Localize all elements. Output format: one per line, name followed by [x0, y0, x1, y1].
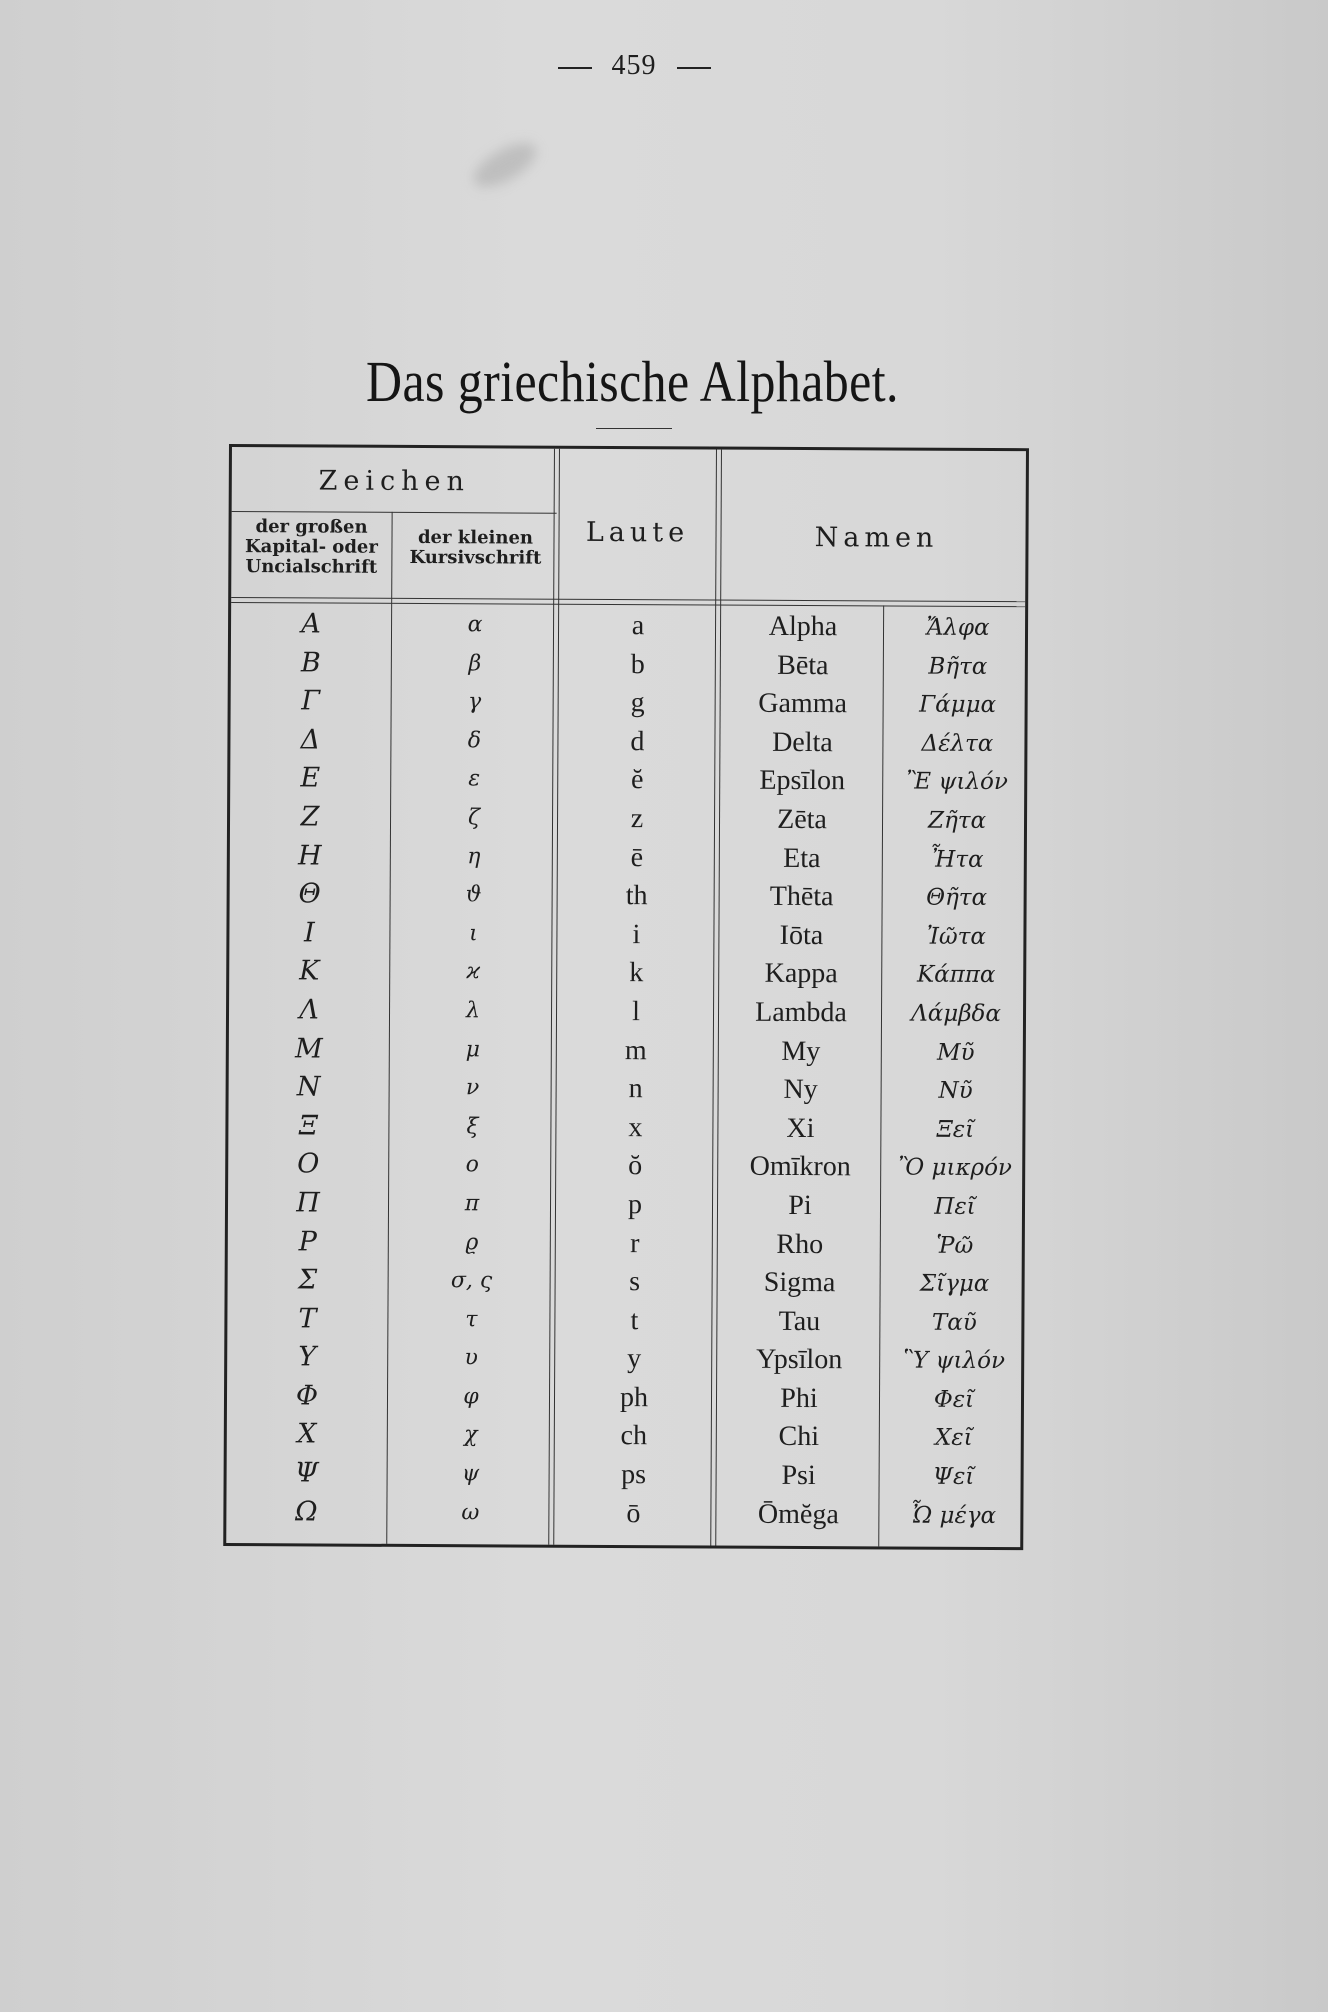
table-row	[228, 1223, 1022, 1266]
table-header	[231, 447, 1026, 605]
latin-name-cell: Epsīlon	[759, 765, 846, 797]
sound-cell: k	[629, 957, 644, 989]
table-row	[227, 1454, 1021, 1497]
table-row	[229, 914, 1023, 957]
table-row	[227, 1338, 1021, 1381]
latin-name-cell: Kappa	[764, 958, 838, 990]
latin-name-cell: Delta	[772, 726, 833, 758]
greek-name-cell: Θῆτα	[926, 884, 988, 912]
greek-name-cell: Ἒ ψιλόν	[906, 768, 1008, 796]
table-row	[230, 875, 1024, 918]
capital-letter-cell: Ε	[300, 762, 321, 794]
header-minuscule-line1: der kleinen	[417, 526, 534, 549]
minuscule-letter-cell: η	[467, 843, 481, 869]
minuscule-letter-cell: χ	[464, 1422, 478, 1448]
table-row	[227, 1300, 1021, 1343]
sound-cell: m	[624, 1034, 647, 1066]
table-row	[229, 1030, 1023, 1073]
sound-cell: ch	[620, 1420, 648, 1452]
capital-letter-cell: Ξ	[298, 1110, 319, 1142]
greek-name-cell: Ῥῶ	[936, 1232, 974, 1259]
table-row	[227, 1377, 1021, 1420]
capital-letter-cell: Α	[301, 608, 321, 640]
latin-name-cell: Rho	[776, 1228, 824, 1260]
sound-cell: z	[630, 803, 644, 835]
table-row	[230, 721, 1024, 764]
minuscule-letter-cell: β	[468, 650, 482, 676]
sound-cell: ĕ	[630, 764, 644, 796]
latin-name-cell: Thēta	[769, 880, 834, 913]
sound-cell: y	[627, 1343, 642, 1375]
capital-letter-cell: Β	[300, 646, 321, 679]
greek-name-cell: Χεῖ	[934, 1425, 973, 1452]
minuscule-letter-cell: ε	[468, 766, 481, 792]
minuscule-letter-cell: σ, ς	[450, 1268, 493, 1294]
latin-name-cell: Bēta	[777, 649, 829, 681]
greek-name-cell: Φεῖ	[933, 1386, 975, 1413]
sound-cell: a	[631, 610, 645, 642]
capital-letter-cell: Υ	[298, 1341, 317, 1373]
table-row	[227, 1415, 1021, 1458]
greek-name-cell: Ἰῶτα	[926, 923, 986, 950]
page-number	[0, 50, 1268, 82]
sound-cell: ph	[619, 1381, 649, 1414]
capital-letter-cell: Ο	[297, 1148, 320, 1180]
sound-cell: s	[629, 1266, 641, 1298]
page-number-dash-right	[677, 67, 711, 69]
page-number-dash-left	[558, 67, 592, 69]
latin-name-cell: Pi	[788, 1189, 812, 1221]
greek-name-cell: Ψεῖ	[932, 1463, 975, 1490]
title-rule	[596, 428, 672, 429]
latin-name-cell: Ōmĕga	[757, 1498, 839, 1530]
sound-cell: g	[630, 687, 645, 719]
sound-cell: ē	[630, 841, 644, 873]
table-row	[229, 952, 1023, 995]
minuscule-letter-cell: ι	[469, 921, 478, 947]
capital-letter-cell: Τ	[298, 1303, 317, 1335]
minuscule-letter-cell: γ	[468, 689, 482, 715]
latin-name-cell: Ypsīlon	[756, 1344, 843, 1376]
minuscule-letter-cell: ϱ	[465, 1229, 479, 1255]
minuscule-letter-cell: ο	[465, 1152, 479, 1178]
minuscule-letter-cell: ξ	[466, 1113, 479, 1140]
capital-letter-cell: Ζ	[300, 801, 320, 833]
greek-name-cell: Βῆτα	[928, 653, 988, 680]
latin-name-cell: Xi	[786, 1112, 815, 1144]
header-minuscule-line2: Kursivschrift	[409, 546, 542, 569]
latin-name-cell: Alpha	[768, 610, 838, 643]
latin-name-cell: Eta	[783, 842, 821, 874]
minuscule-letter-cell: ν	[465, 1075, 480, 1101]
table-row	[226, 1493, 1020, 1536]
minuscule-letter-cell: ψ	[461, 1461, 480, 1487]
sound-cell: n	[628, 1073, 643, 1105]
capital-letter-cell: Κ	[299, 955, 320, 987]
greek-name-cell: Ἦτα	[930, 846, 984, 873]
capital-letter-cell: Ψ	[294, 1457, 319, 1489]
minuscule-letter-cell: α	[467, 612, 483, 638]
latin-name-cell: Psi	[781, 1459, 816, 1492]
table-row	[230, 798, 1024, 841]
sound-cell: x	[628, 1111, 643, 1143]
minuscule-letter-cell: ϰ	[466, 959, 481, 985]
sound-cell: ps	[621, 1459, 647, 1491]
page-number-text: 459	[611, 50, 657, 81]
latin-name-cell: Gamma	[758, 687, 848, 720]
sound-cell: b	[630, 648, 645, 680]
table-row	[231, 644, 1025, 687]
sound-cell: ō	[626, 1497, 641, 1529]
header-capital	[231, 517, 391, 578]
sound-cell: r	[630, 1227, 640, 1259]
latin-name-cell: My	[781, 1035, 821, 1067]
greek-name-cell: Κάππα	[916, 961, 996, 989]
capital-letter-cell: Π	[296, 1187, 320, 1219]
capital-letter-cell: Μ	[294, 1032, 323, 1065]
sound-cell: d	[630, 725, 645, 757]
greek-name-cell: Ἄλφα	[926, 614, 990, 641]
header-capital-line3: Uncialschrift	[245, 556, 378, 578]
header-zeichen-rule	[232, 511, 557, 514]
capital-letter-cell: Γ	[301, 685, 321, 717]
table-row	[229, 1068, 1023, 1111]
minuscule-letter-cell: ζ	[468, 805, 481, 831]
latin-name-cell: Chi	[778, 1421, 820, 1453]
capital-letter-cell: Σ	[297, 1264, 318, 1296]
minuscule-letter-cell: δ	[467, 728, 482, 754]
page-smudge	[467, 135, 543, 196]
latin-name-cell: Omīkron	[749, 1151, 851, 1183]
greek-name-cell: Ὦ μέγα	[910, 1502, 997, 1529]
minuscule-letter-cell: τ	[465, 1306, 478, 1333]
minuscule-letter-cell: π	[464, 1191, 480, 1217]
sound-cell: i	[632, 918, 641, 950]
minuscule-letter-cell: λ	[465, 998, 481, 1024]
latin-name-cell: Zēta	[777, 803, 827, 836]
greek-name-cell: Ὓ ψιλόν	[903, 1347, 1006, 1375]
header-laute: Laute	[585, 516, 690, 549]
sound-cell: p	[627, 1189, 643, 1221]
table-row	[228, 1107, 1022, 1150]
minuscule-letter-cell: ϑ	[465, 882, 482, 908]
header-minuscule	[393, 528, 557, 569]
capital-letter-cell: Ω	[295, 1496, 318, 1528]
sound-cell: l	[632, 996, 641, 1028]
greek-name-cell: Γάμμα	[919, 691, 997, 719]
capital-letter-cell: Φ	[295, 1380, 319, 1412]
latin-name-cell: Lambda	[755, 996, 847, 1029]
sound-cell: th	[625, 880, 648, 912]
capital-letter-cell: Ι	[304, 917, 315, 949]
greek-alphabet-table	[223, 444, 1029, 1550]
capital-letter-cell: Η	[297, 839, 322, 872]
greek-name-cell: Μῦ	[936, 1039, 975, 1066]
greek-name-cell: Νῦ	[938, 1077, 973, 1105]
table-row	[231, 605, 1025, 648]
latin-name-cell: Tau	[778, 1305, 821, 1337]
greek-name-cell: Ξεῖ	[936, 1116, 975, 1143]
capital-letter-cell: Δ	[300, 724, 321, 756]
page-title: Das griechische Alphabet.	[366, 349, 899, 414]
table-row	[231, 682, 1025, 725]
header-namen: Namen	[814, 522, 939, 554]
table-body	[226, 605, 1025, 1535]
capital-letter-cell: Ρ	[298, 1225, 317, 1257]
table-row	[230, 759, 1024, 802]
greek-name-cell: Σῖγμα	[919, 1270, 990, 1298]
sound-cell: ŏ	[628, 1150, 643, 1182]
minuscule-letter-cell: υ	[464, 1345, 478, 1371]
greek-name-cell: Λάμβδα	[911, 1000, 1001, 1027]
latin-name-cell: Sigma	[763, 1266, 836, 1299]
latin-name-cell: Iōta	[779, 919, 824, 951]
greek-name-cell: Ταῦ	[931, 1309, 977, 1336]
minuscule-letter-cell: ω	[461, 1499, 480, 1525]
header-zeichen: Zeichen	[318, 465, 471, 498]
capital-letter-cell: Χ	[297, 1418, 317, 1450]
latin-name-cell: Ny	[783, 1074, 818, 1106]
minuscule-letter-cell: μ	[465, 1036, 481, 1062]
greek-name-cell: Δέλτα	[921, 730, 994, 757]
sound-cell: t	[630, 1304, 639, 1336]
greek-name-cell: Ζῆτα	[927, 807, 987, 834]
greek-name-cell: Πεῖ	[934, 1193, 976, 1220]
table-row	[230, 837, 1024, 880]
table-row	[228, 1261, 1022, 1304]
minuscule-letter-cell: φ	[463, 1384, 479, 1410]
capital-letter-cell: Ν	[296, 1071, 321, 1103]
table-row	[229, 991, 1023, 1034]
header-capital-line2: Kapital- oder	[245, 536, 378, 558]
table-row	[228, 1184, 1022, 1227]
latin-name-cell: Phi	[780, 1382, 818, 1414]
greek-name-cell: Ὂ μικρόν	[898, 1154, 1013, 1182]
header-capital-line1: der großen	[255, 516, 368, 538]
capital-letter-cell: Θ	[298, 878, 321, 910]
table-row	[228, 1145, 1022, 1188]
capital-letter-cell: Λ	[299, 994, 319, 1026]
